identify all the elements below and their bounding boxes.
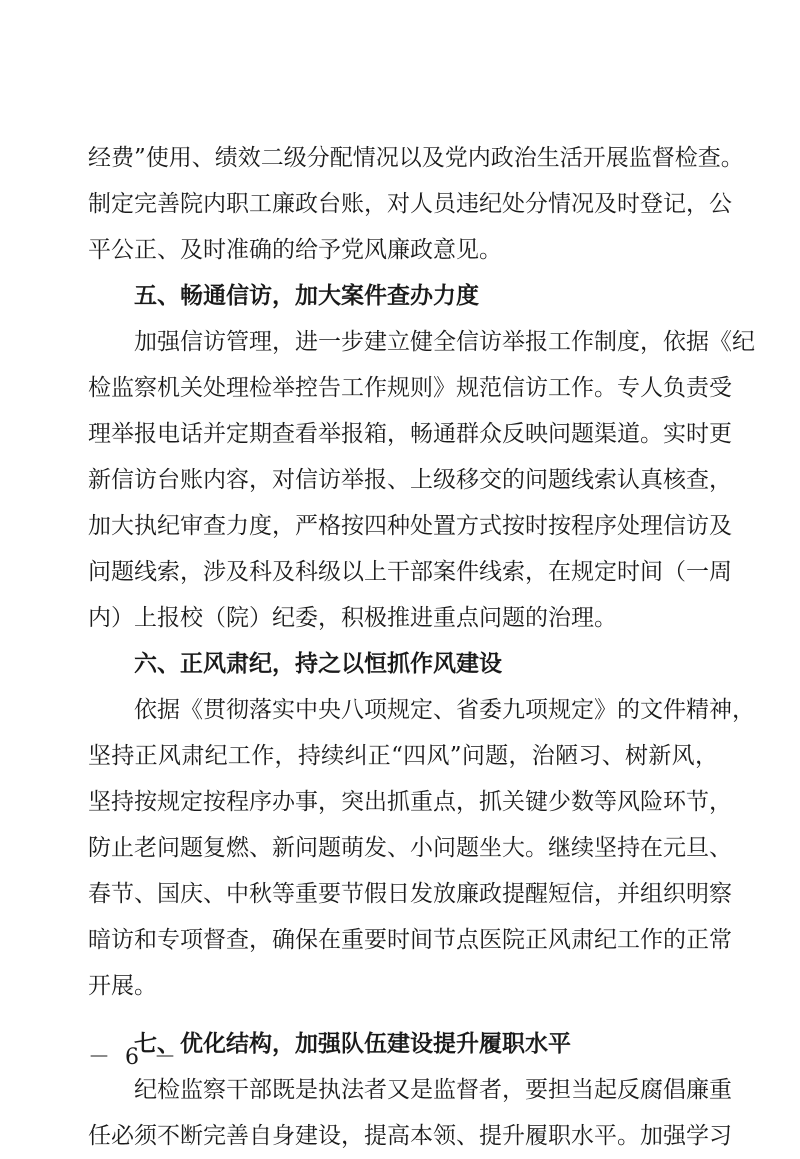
document-body xyxy=(88,135,755,1159)
section-heading-7: 七、优化结构，加强队伍建设提升履职水平 xyxy=(134,1031,571,1057)
paragraph-line: 经费”使用、绩效二级分配情况以及党内政治生活开展监督检查。 xyxy=(88,145,744,171)
paragraph-line: 平公正、及时准确的给予党风廉政意见。 xyxy=(88,237,502,263)
spacer xyxy=(88,1009,718,1021)
paragraph-line: 加大执纪审查力度，严格按四种处置方式按时按程序处理信访及 xyxy=(88,513,732,539)
paragraph-line: 任必须不断完善自身建设，提高本领、提升履职水平。加强学习 xyxy=(88,1123,732,1149)
paragraph-line: 内）上报校（院）纪委，积极推进重点问题的治理。 xyxy=(88,605,617,631)
paragraph-line: 检监察机关处理检举控告工作规则》规范信访工作。专人负责受 xyxy=(88,375,732,401)
paragraph-line: 开展。 xyxy=(88,973,157,999)
paragraph-line: 春节、国庆、中秋等重要节假日发放廉政提醒短信，并组织明察 xyxy=(88,881,732,907)
page-number: － 6 － xyxy=(88,1045,180,1070)
paragraph-line: 制定完善院内职工廉政台账，对人员违纪处分情况及时登记，公 xyxy=(88,191,732,217)
paragraph-line: 新信访台账内容，对信访举报、上级移交的问题线索认真核查， xyxy=(88,467,732,493)
paragraph-line: 加强信访管理，进一步建立健全信访举报工作制度，依据《纪 xyxy=(134,329,755,355)
paragraph-line: 依据《贯彻落实中央八项规定、省委九项规定》的文件精神， xyxy=(134,697,755,723)
paragraph-line: 问题线索，涉及科及科级以上干部案件线索，在规定时间（一周 xyxy=(88,559,732,585)
section-heading-6: 六、正风肃纪，持之以恒抓作风建设 xyxy=(134,651,502,677)
paragraph-line: 暗访和专项督查，确保在重要时间节点医院正风肃纪工作的正常 xyxy=(88,927,732,953)
paragraph-line: 坚持正风肃纪工作，持续纠正“四风”问题，治陋习、树新风， xyxy=(88,743,718,769)
paragraph-line: 理举报电话并定期查看举报箱，畅通群众反映问题渠道。实时更 xyxy=(88,421,732,447)
paragraph-line: 防止老问题复燃、新问题萌发、小问题坐大。继续坚持在元旦、 xyxy=(88,835,732,861)
paragraph-line: 坚持按规定按程序办事，突出抓重点，抓关键少数等风险环节， xyxy=(88,789,732,815)
paragraph-line: 纪检监察干部既是执法者又是监督者，要担当起反腐倡廉重 xyxy=(134,1077,732,1103)
section-heading-5: 五、畅通信访，加大案件查办力度 xyxy=(134,283,479,309)
